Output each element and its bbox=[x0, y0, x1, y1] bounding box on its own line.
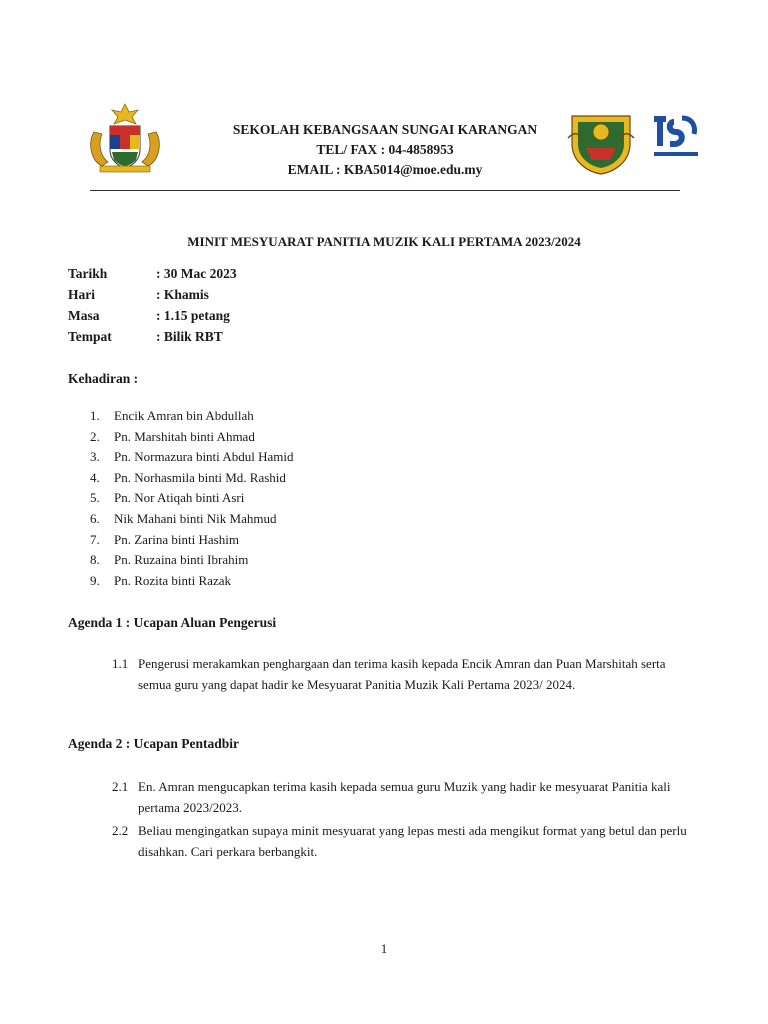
meta-row-day bbox=[68, 284, 237, 305]
list-item bbox=[90, 488, 293, 509]
agenda-text: Beliau mengingatkan supaya minit mesyuarat yang lepas mesti ada mengikut format yang betul dan perlu disahkan. Cari perkara berbangkit. bbox=[138, 823, 687, 859]
list-number: 9. bbox=[90, 572, 100, 588]
meta-label: Tarikh bbox=[68, 266, 108, 281]
meta-label: Tempat bbox=[68, 329, 112, 344]
attendee-name: Pn. Norhasmila binti Md. Rashid bbox=[114, 469, 286, 485]
meta-row-time bbox=[68, 305, 237, 326]
agenda-number: 2.1 bbox=[112, 779, 129, 794]
document-title: MINIT MESYUARAT PANITIA MUZIK KALI PERTAMA 2023/2024 bbox=[187, 234, 581, 249]
agenda-text: Pengerusi merakamkan penghargaan dan terima kasih kepada Encik Amran dan Puan Marshitah serta semua guru yang dapat hadir ke Mesyuarat Panitia Muzik Kali Pertama 2023/ 2024. bbox=[138, 656, 666, 692]
meta-value: : 1.15 petang bbox=[156, 308, 230, 323]
list-item bbox=[90, 468, 293, 489]
list-item bbox=[90, 509, 293, 530]
meta-label: Hari bbox=[68, 287, 95, 302]
list-number: 5. bbox=[90, 490, 100, 506]
school-email: EMAIL : KBA5014@moe.edu.my bbox=[287, 162, 483, 177]
ts25-logo-icon bbox=[652, 112, 700, 162]
agenda-item-2-2 bbox=[112, 820, 692, 862]
list-number: 1. bbox=[90, 408, 100, 423]
meeting-details bbox=[68, 263, 237, 347]
letterhead bbox=[80, 98, 700, 194]
agenda-number: 1.1 bbox=[112, 656, 129, 671]
list-item bbox=[90, 550, 293, 571]
list-item bbox=[90, 427, 293, 448]
header-divider bbox=[90, 190, 680, 191]
meta-row-venue bbox=[68, 326, 237, 347]
page-number: 1 bbox=[380, 941, 388, 956]
school-letterhead-text bbox=[190, 120, 580, 180]
list-number: 2. bbox=[90, 428, 100, 444]
agenda-1-heading: Agenda 1 : Ucapan Aluan Pengerusi bbox=[68, 615, 277, 630]
attendance-list bbox=[90, 406, 293, 591]
list-number: 3. bbox=[90, 449, 100, 465]
attendee-name: Pn. Marshitah binti Ahmad bbox=[114, 428, 255, 444]
list-item bbox=[90, 530, 293, 551]
list-item bbox=[90, 406, 293, 427]
meta-value: : 30 Mac 2023 bbox=[156, 266, 237, 281]
attendee-name: Encik Amran bin Abdullah bbox=[114, 408, 254, 423]
school-crest-icon bbox=[566, 108, 636, 176]
meta-row-date bbox=[68, 263, 237, 284]
attendee-name: Pn. Normazura binti Abdul Hamid bbox=[114, 449, 294, 465]
list-item bbox=[90, 447, 293, 468]
attendee-name: Pn. Nor Atiqah binti Asri bbox=[114, 490, 245, 506]
agenda-item-1-1 bbox=[112, 653, 692, 695]
attendance-heading: Kehadiran : bbox=[68, 371, 139, 386]
school-name: SEKOLAH KEBANGSAAN SUNGAI KARANGAN bbox=[232, 122, 538, 137]
list-item bbox=[90, 571, 293, 592]
attendee-name: Nik Mahani binti Nik Mahmud bbox=[114, 510, 277, 526]
agenda-number: 2.2 bbox=[112, 823, 129, 838]
attendee-name: Pn. Rozita binti Razak bbox=[114, 572, 231, 588]
meta-value: : Bilik RBT bbox=[156, 329, 223, 344]
agenda-item-2-1 bbox=[112, 776, 692, 818]
meta-value: : Khamis bbox=[156, 287, 209, 302]
list-number: 7. bbox=[90, 531, 100, 547]
agenda-text: En. Amran mengucapkan terima kasih kepada semua guru Muzik yang hadir ke mesyuarat Panitia kali pertama 2023/2023. bbox=[138, 779, 671, 815]
list-number: 8. bbox=[90, 552, 100, 568]
list-number: 4. bbox=[90, 469, 100, 485]
list-number: 6. bbox=[90, 510, 100, 526]
malaysia-coat-of-arms-icon bbox=[86, 102, 164, 174]
attendee-name: Pn. Ruzaina binti Ibrahim bbox=[114, 552, 249, 568]
meta-label: Masa bbox=[68, 308, 100, 323]
attendee-name: Pn. Zarina binti Hashim bbox=[114, 531, 239, 547]
agenda-2-heading: Agenda 2 : Ucapan Pentadbir bbox=[68, 736, 240, 751]
school-tel-fax: TEL/ FAX : 04-4858953 bbox=[316, 142, 454, 157]
